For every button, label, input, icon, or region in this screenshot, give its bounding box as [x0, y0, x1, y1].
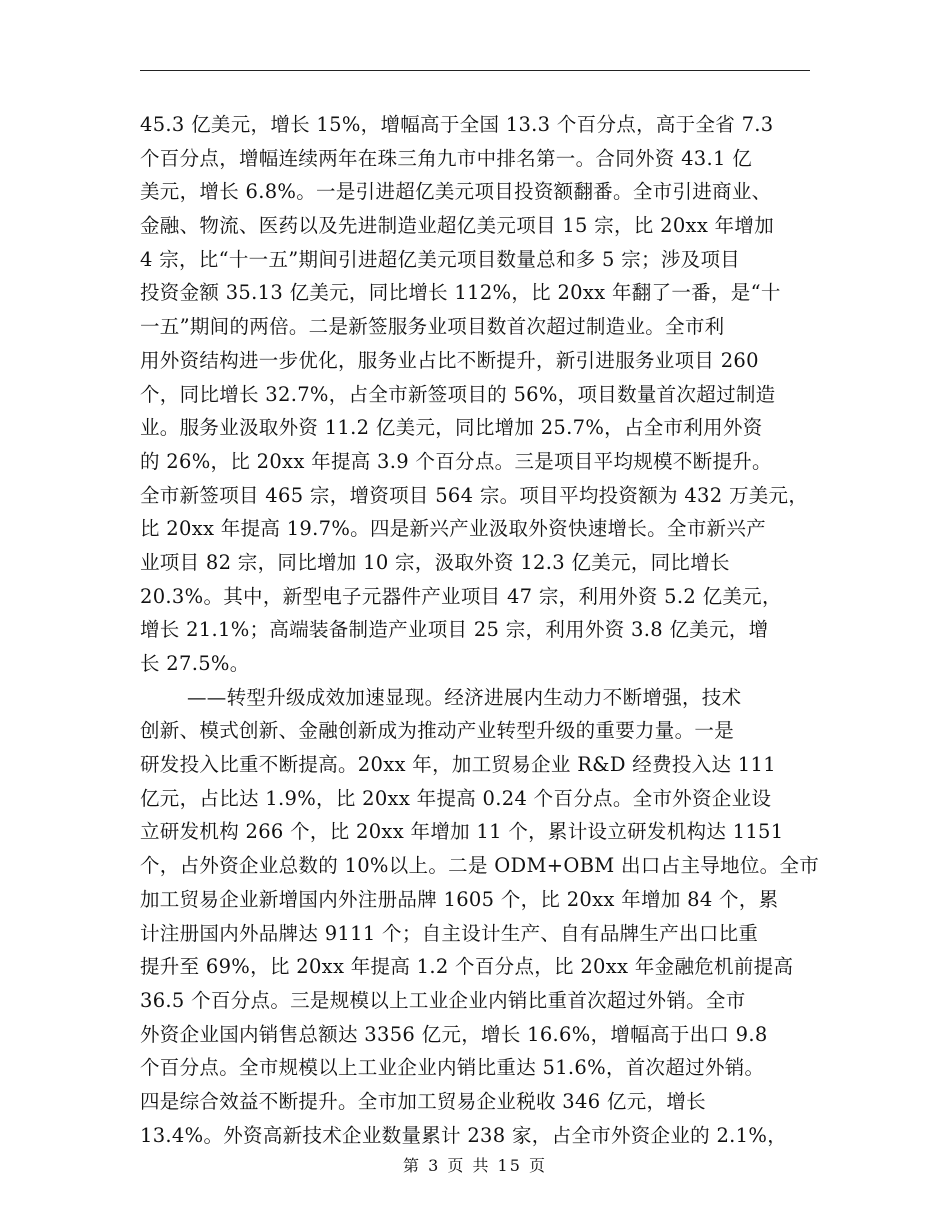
text-line: 20.3%。其中，新型电子元器件产业项目 47 宗，利用外资 5.2 亿美元， — [140, 584, 782, 608]
text-line: 个百分点，增幅连续两年在珠三角九市中排名第一。合同外资 43.1 亿 — [140, 146, 753, 170]
text-line: 36.5 个百分点。三是规模以上工业企业内销比重首次超过外销。全市 — [140, 988, 746, 1012]
text-line: 提升至 69%，比 20xx 年提高 1.2 个百分点，比 20xx 年金融危机前提高 — [140, 955, 794, 979]
text-line: 个，同比增长 32.7%，占全市新签项目的 56%，项目数量首次超过制造 — [140, 382, 776, 406]
text-line: 13.4%。外资高新技术企业数量累计 238 家，占全市外资企业的 2.1%， — [140, 1123, 788, 1147]
text-line: 四是综合效益不断提升。全市加工贸易企业税收 346 亿元，增长 — [140, 1089, 706, 1113]
text-line: 立研发机构 266 个，比 20xx 年增加 11 个，累计设立研发机构达 1151 — [140, 820, 784, 844]
paragraph-start-line: ——转型升级成效加速显现。经济进展内生动力不断增强，技术 — [187, 685, 742, 709]
text-line: 亿元，占比达 1.9%，比 20xx 年提高 0.24 个百分点。全市外资企业设 — [140, 786, 772, 810]
text-line: 全市新签项目 465 宗，增资项目 564 宗。项目平均投资额为 432 万美元， — [140, 483, 809, 507]
text-line: 计注册国内外品牌达 9111 个；自主设计生产、自有品牌生产出口比重 — [140, 921, 759, 945]
text-line: 一五”期间的两倍。二是新签服务业项目数首次超过制造业。全市利 — [140, 315, 725, 339]
text-line: 研发投入比重不断提高。20xx 年，加工贸易企业 R&D 经费投入达 111 — [140, 753, 776, 777]
header-rule — [140, 70, 810, 71]
text-line: 个，占外资企业总数的 10%以上。二是 ODM+OBM 出口占主导地位。全市 — [140, 854, 820, 878]
text-line: 业项目 82 宗，同比增加 10 宗，汲取外资 12.3 亿美元，同比增长 — [140, 550, 730, 574]
text-line: 增长 21.1%；高端装备制造产业项目 25 宗，利用外资 3.8 亿美元，增 — [140, 618, 769, 642]
text-line: 投资金额 35.13 亿美元，同比增长 112%，比 20xx 年翻了一番，是“十 — [140, 281, 781, 305]
text-line: 加工贸易企业新增国内外注册品牌 1605 个，比 20xx 年增加 84 个，累 — [140, 887, 779, 911]
text-line: 金融、物流、医药以及先进制造业超亿美元项目 15 宗，比 20xx 年增加 — [140, 214, 775, 238]
text-line: 个百分点。全市规模以上工业企业内销比重达 51.6%，首次超过外销。 — [140, 1056, 765, 1080]
text-line: 4 宗，比“十一五”期间引进超亿美元项目数量总和多 5 宗；涉及项目 — [140, 247, 741, 271]
text-line: 45.3 亿美元，增长 15%，增幅高于全国 13.3 个百分点，高于全省 7.3 — [140, 113, 774, 136]
text-line: 的 26%，比 20xx 年提高 3.9 个百分点。三是项目平均规模不断提升。 — [140, 449, 772, 473]
text-line: 用外资结构进一步优化，服务业占比不断提升，新引进服务业项目 260 — [140, 348, 759, 372]
text-line: 美元，增长 6.8%。一是引进超亿美元项目投资额翻番。全市引进商业、 — [140, 180, 772, 204]
text-line: 业。服务业汲取外资 11.2 亿美元，同比增加 25.7%，占全市利用外资 — [140, 416, 763, 440]
text-line: 长 27.5%。 — [140, 652, 250, 675]
text-line: 创新、模式创新、金融创新成为推动产业转型升级的重要力量。一是 — [140, 719, 735, 743]
page-footer: 第 3 页 共 15 页 — [403, 1156, 547, 1175]
text-line: 外资企业国内销售总额达 3356 亿元，增长 16.6%，增幅高于出口 9.8 — [140, 1022, 768, 1046]
body-text — [140, 108, 830, 1152]
text-line: 比 20xx 年提高 19.7%。四是新兴产业汲取外资快速增长。全市新兴产 — [140, 517, 766, 541]
